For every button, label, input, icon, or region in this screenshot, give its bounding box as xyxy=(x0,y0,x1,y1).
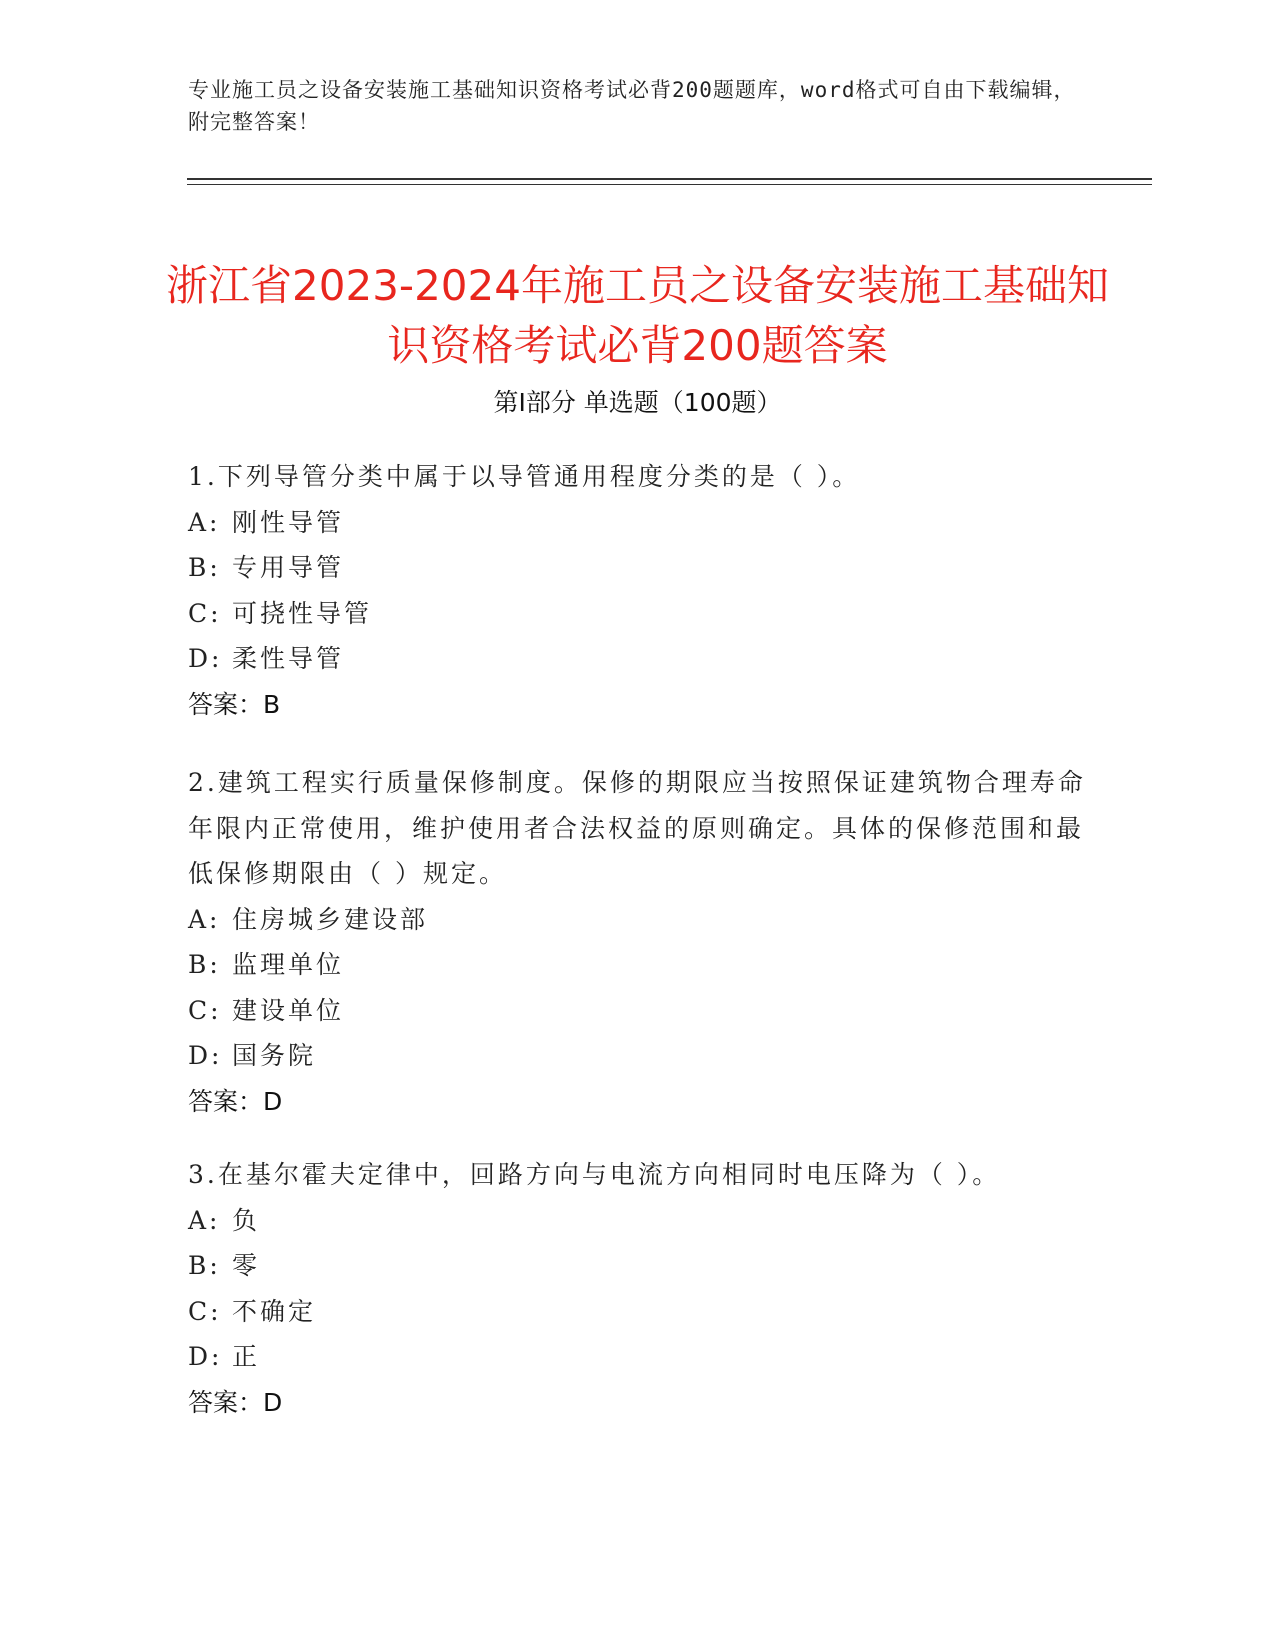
option-b xyxy=(188,1243,1088,1289)
question-text: 2.建筑工程实行质量保修制度。保修的期限应当按照保证建筑物合理寿命年限内正常使用，维护使用者合法权益的原则确定。具体的保修范围和最低保修期限由（ ）规定。 xyxy=(188,768,1086,888)
option-text: 零 xyxy=(232,1251,261,1280)
option-key: D: xyxy=(188,1041,223,1070)
option-key: C: xyxy=(188,598,222,628)
option-text: 可挠性导管 xyxy=(232,598,373,628)
option-text: 正 xyxy=(232,1342,261,1371)
option-c xyxy=(188,591,1088,637)
option-text: 不确定 xyxy=(232,1296,317,1326)
option-a xyxy=(188,897,1088,943)
option-text: 负 xyxy=(232,1205,261,1235)
document-title: 浙江省2023-2024年施工员之设备安装施工基础知识资格考试必背200题答案 xyxy=(166,261,1109,371)
question-3 xyxy=(188,1152,1088,1425)
answer-line: 答案：D xyxy=(188,1086,283,1116)
option-text: 刚性导管 xyxy=(232,507,345,537)
answer-line: 答案：B xyxy=(188,689,281,719)
option-d xyxy=(188,1033,1088,1079)
option-key: A: xyxy=(188,507,221,537)
option-d xyxy=(188,1334,1088,1380)
option-text: 柔性导管 xyxy=(232,644,345,673)
option-key: A: xyxy=(188,1205,221,1235)
option-key: B: xyxy=(188,1251,221,1280)
question-1 xyxy=(188,454,1088,727)
option-key: A: xyxy=(188,904,221,934)
section-heading: 第I部分 单选题（100题） xyxy=(493,388,782,417)
option-key: C: xyxy=(188,1296,222,1326)
option-text: 专用导管 xyxy=(232,553,345,582)
option-key: C: xyxy=(188,995,222,1025)
question-text: 1.下列导管分类中属于以导管通用程度分类的是（ ）。 xyxy=(188,462,861,491)
question-2 xyxy=(188,760,1088,1124)
option-a xyxy=(188,500,1088,546)
option-key: B: xyxy=(188,950,221,979)
header-divider-thin xyxy=(187,184,1152,185)
option-key: B: xyxy=(188,553,221,582)
option-key: D: xyxy=(188,1342,223,1371)
answer-line: 答案：D xyxy=(188,1387,283,1417)
option-text: 国务院 xyxy=(232,1041,317,1070)
option-b xyxy=(188,545,1088,591)
option-d xyxy=(188,636,1088,682)
option-c xyxy=(188,1289,1088,1335)
option-text: 监理单位 xyxy=(232,950,345,979)
option-a xyxy=(188,1198,1088,1244)
header-divider-thick xyxy=(187,178,1152,180)
option-text: 住房城乡建设部 xyxy=(232,904,429,934)
question-text: 3.在基尔霍夫定律中，回路方向与电流方向相同时电压降为（ ）。 xyxy=(188,1160,1001,1189)
option-key: D: xyxy=(188,644,223,673)
option-text: 建设单位 xyxy=(232,995,345,1025)
option-c xyxy=(188,988,1088,1034)
header-note: 专业施工员之设备安装施工基础知识资格考试必背200题题库，word格式可自由下载编辑，附完整答案！ xyxy=(188,78,1076,134)
option-b xyxy=(188,942,1088,988)
